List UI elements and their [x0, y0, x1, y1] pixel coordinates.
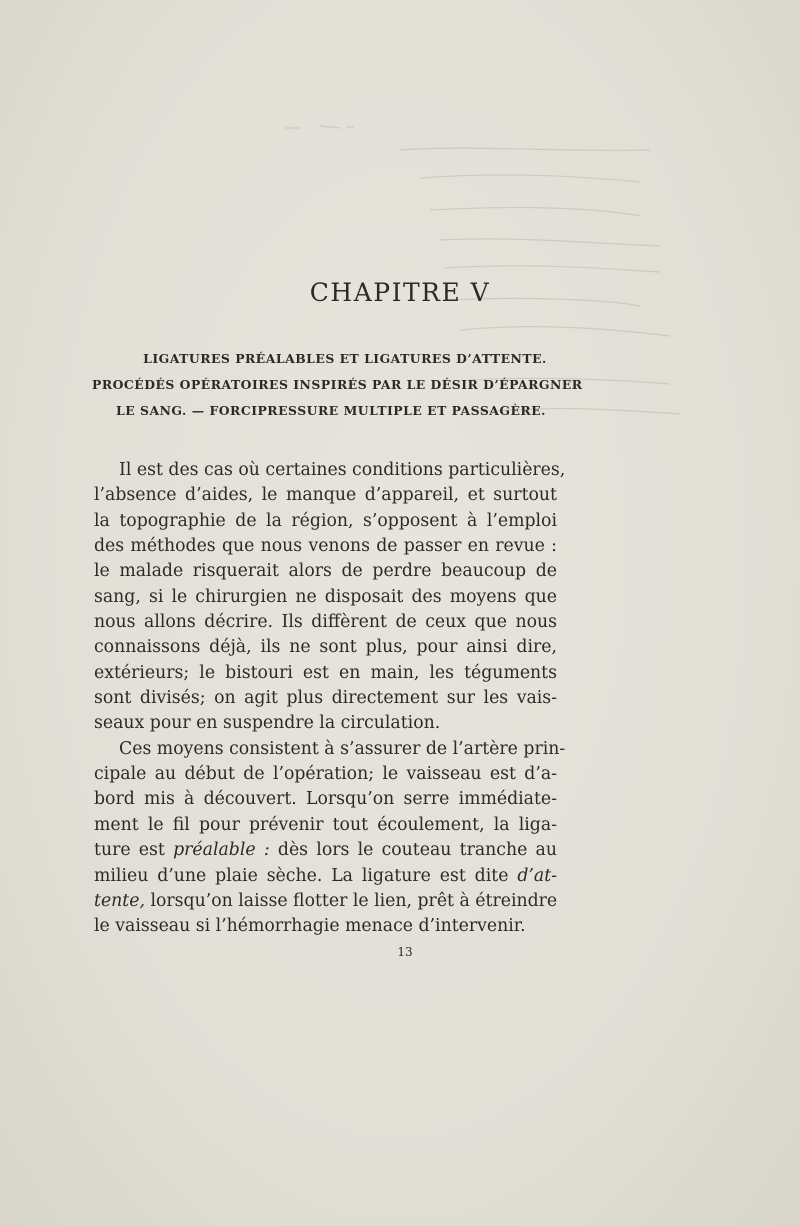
body-line: extérieurs; le bistouri est en main, les téguments: [94, 662, 557, 683]
italic-term-attente: d’at-: [517, 865, 557, 886]
italic-term-attente-cont: tente,: [94, 890, 145, 911]
body-text-run: lorsqu’on laisse flotter le lien, prêt à étreindre: [144, 890, 558, 911]
page-number: 13: [397, 945, 413, 959]
body-line: nous allons décrire. Ils diffèrent de ceux que nous: [94, 612, 557, 633]
body-line: seaux pour en suspendre la circulation.: [94, 713, 441, 734]
body-line: le vaisseau si l’hémorrhagie menace d’intervenir.: [94, 916, 526, 937]
summary-line: LIGATURES PRÉALABLES ET LIGATURES D’ATTENTE.: [143, 351, 547, 366]
body-line: bord mis à découvert. Lorsqu’on serre immédiate-: [94, 789, 557, 810]
body-line: ment le fil pour prévenir tout écoulement, la liga-: [94, 814, 557, 835]
chapter-summary: [92, 346, 583, 424]
body-line: l’absence d’aides, le manque d’appareil, et surtout: [94, 485, 557, 506]
summary-line: LE SANG. — FORCIPRESSURE MULTIPLE ET PASSAGÈRE.: [116, 403, 546, 418]
chapter-title: CHAPITRE V: [309, 278, 491, 307]
body-line: cipale au début de l’opération; le vaisseau est d’a-: [94, 764, 557, 785]
body-line: [94, 864, 557, 889]
summary-line: PROCÉDÉS OPÉRATOIRES INSPIRÉS PAR LE DÉSIR D’ÉPARGNER: [92, 377, 583, 392]
body-text-run: milieu d’une plaie sèche. La ligature est dite: [94, 865, 518, 886]
body-line: [94, 889, 557, 914]
body-line: des méthodes que nous venons de passer en revue :: [94, 536, 557, 557]
body-line: la topographie de la région, s’opposent à l’emploi: [94, 510, 557, 531]
body-line: sont divisés; on agit plus directement sur les vais-: [94, 688, 557, 709]
italic-term-prealable: préalable :: [173, 840, 270, 861]
body-line: connaissons déjà, ils ne sont plus, pour ainsi dire,: [94, 637, 557, 658]
body-line: [94, 838, 557, 863]
body-text-run: ture est: [94, 840, 174, 861]
body-text-run: dès lors le couteau tranche au: [269, 840, 557, 861]
body-line: Il est des cas où certaines conditions particulières,: [119, 460, 566, 480]
body-line: sang, si le chirurgien ne disposait des moyens que: [94, 586, 557, 607]
body-text: [94, 458, 566, 940]
body-line: Ces moyens consistent à s’assurer de l’artère prin-: [119, 738, 566, 759]
body-line: le malade risquerait alors de perdre beaucoup de: [94, 561, 557, 582]
